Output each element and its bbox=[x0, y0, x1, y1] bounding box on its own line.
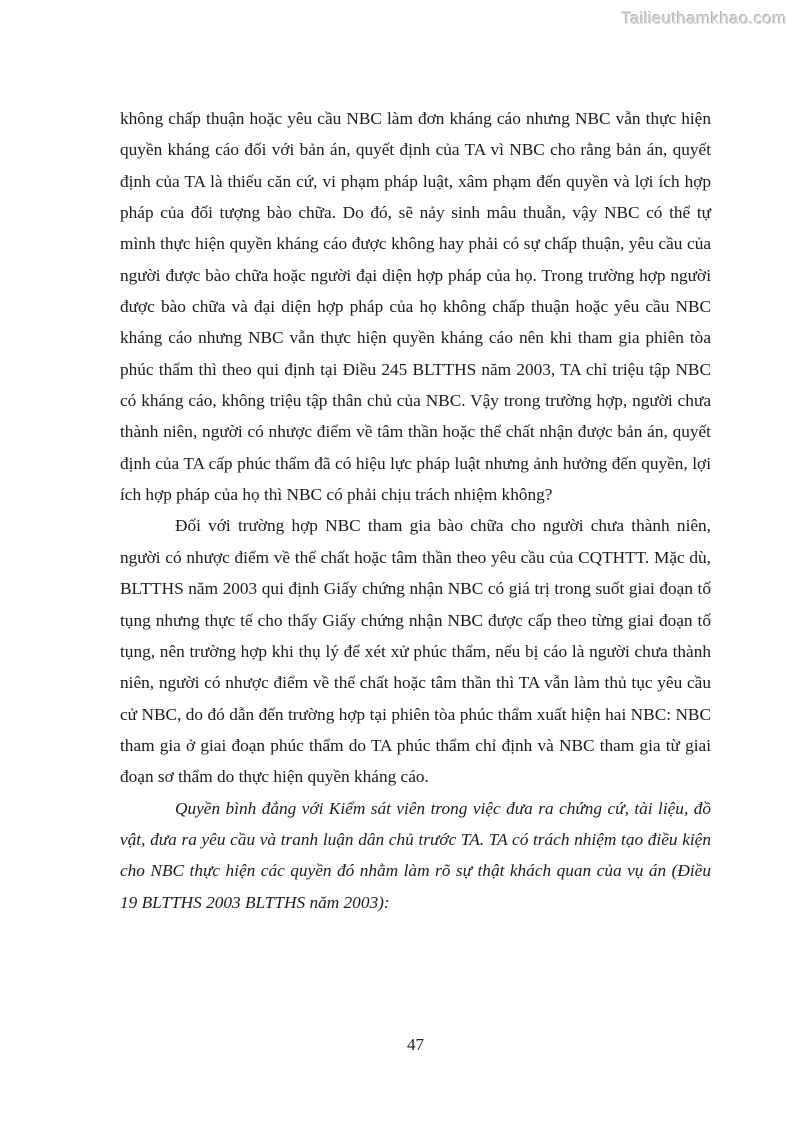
paragraph: không chấp thuận hoặc yêu cầu NBC làm đơn kháng cáo nhưng NBC vẫn thực hiện quyền kháng cáo đối với bản án, quyết định của TA vì NBC cho rằng bản án, quyết định của TA là thiếu căn cứ, vi phạm pháp luật, xâm phạm đến quyền và lợi ích hợp pháp của đối tượng bào chữa. Do đó, sẽ nảy sinh mâu thuẫn, vậy NBC có thể tự mình thực hiện quyền kháng cáo được không hay phải có sự chấp thuận, yêu cầu của người được bào chữa hoặc người đại diện hợp pháp của họ. Trong trường hợp người được bào chữa và đại diện hợp pháp của họ không chấp thuận hoặc yêu cầu NBC kháng cáo nhưng NBC vẫn thực hiện quyền kháng cáo nên khi tham gia phiên tòa phúc thẩm thì theo qui định tại Điều 245 BLTTHS năm 2003, TA chỉ triệu tập NBC có kháng cáo, không triệu tập thân chủ của NBC. Vậy trong trường hợp, người chưa thành niên, người có nhược điểm về tâm thần hoặc thể chất nhận được bản án, quyết định của TA cấp phúc thẩm đã có hiệu lực pháp luật nhưng ảnh hưởng đến quyền, lợi ích hợp pháp của họ thì NBC có phải chịu trách nhiệm không? bbox=[120, 109, 711, 505]
page-body bbox=[120, 103, 711, 918]
paragraph: Đối với trường hợp NBC tham gia bào chữa cho người chưa thành niên, người có nhược điểm về thể chất hoặc tâm thần theo yêu cầu của CQTHTT. Mặc dù, BLTTHS năm 2003 qui định Giấy chứng nhận NBC có giá trị trong suốt giai đoạn tố tụng nhưng thực tế cho thấy Giấy chứng nhận NBC được cấp theo từng giai đoạn tố tụng, nên trường hợp khi thụ lý để xét xử phúc thẩm, nếu bị cáo là người chưa thành niên, người có nhược điểm về thể chất hoặc tâm thần thì TA vẫn làm thủ tục yêu cầu cử NBC, do đó dẫn đến trường hợp tại phiên tòa phúc thẩm xuất hiện hai NBC: NBC tham gia ở giai đoạn phúc thẩm do TA phúc thẩm chỉ định và NBC tham gia từ giai đoạn sơ thẩm do thực hiện quyền kháng cáo. bbox=[120, 516, 711, 787]
page-number: 47 bbox=[407, 1035, 424, 1054]
watermark-text: Tailieuthamkhao.com bbox=[621, 9, 787, 28]
paragraph: Quyền bình đẳng với Kiểm sát viên trong việc đưa ra chứng cứ, tài liệu, đồ vật, đưa ra yêu cầu và tranh luận dân chủ trước TA. TA có trách nhiệm tạo điều kiện cho NBC thực hiện các quyền đó nhằm làm rõ sự thật khách quan của vụ án (Điều 19 BLTTHS 2003 BLTTHS năm 2003): bbox=[120, 798, 711, 912]
